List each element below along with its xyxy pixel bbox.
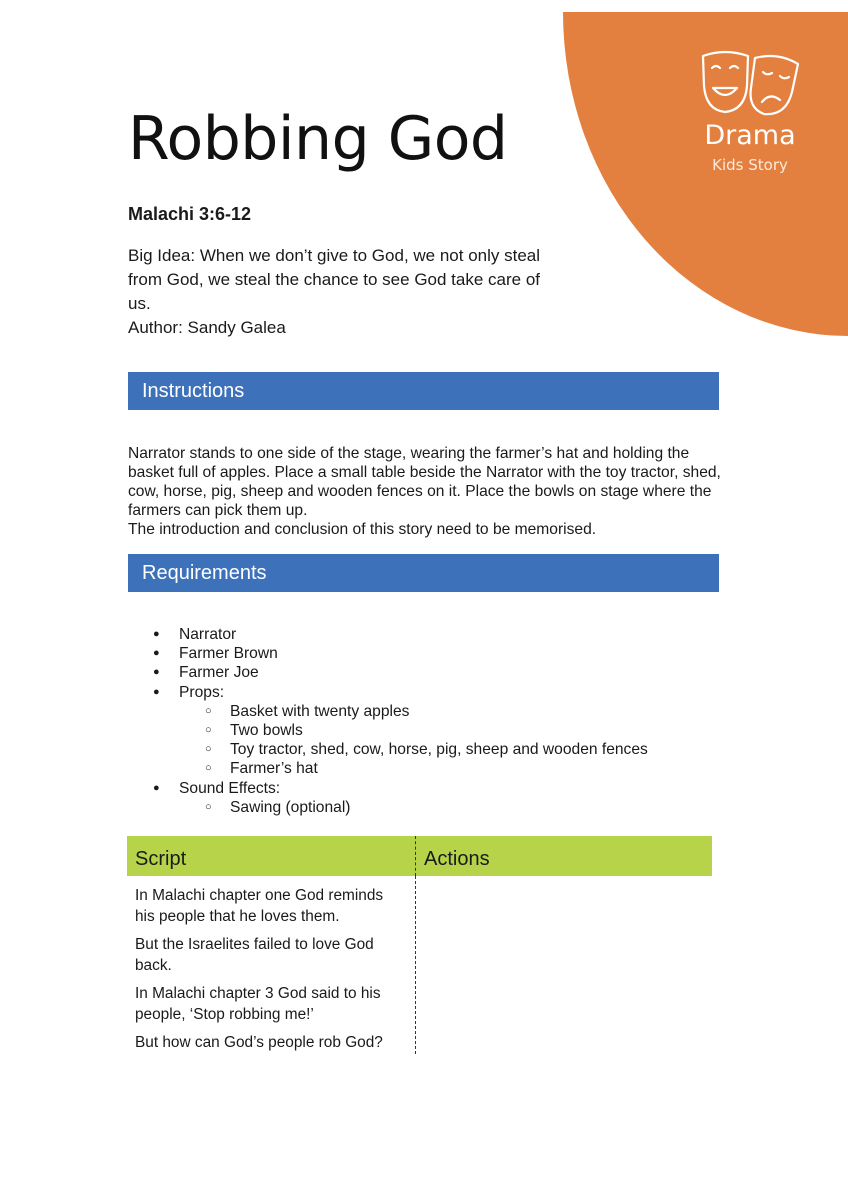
author: Author: Sandy Galea xyxy=(128,318,286,337)
instructions-paragraph: The introduction and conclusion of this story need to be memorised. xyxy=(128,521,597,538)
subcategory-label: Kids Story xyxy=(712,156,788,174)
script-column-header: Script xyxy=(127,836,416,876)
list-item: ○ Farmer’s hat xyxy=(179,759,648,778)
table-header xyxy=(127,836,712,876)
theatre-masks-icon xyxy=(700,48,800,120)
requirements-heading: Requirements xyxy=(128,554,719,592)
list-item-label: Farmer Joe xyxy=(179,664,259,682)
actions-column-header: Actions xyxy=(424,848,490,870)
list-item-label: Props: xyxy=(179,683,225,701)
list-item-label: Narrator xyxy=(179,626,237,643)
intro-block xyxy=(128,244,558,340)
instructions-heading: Instructions xyxy=(128,372,719,410)
script-line: But the Israelites failed to love God back. xyxy=(135,936,374,974)
script-line: In Malachi chapter one God reminds his people that he loves them. xyxy=(135,887,384,925)
list-item xyxy=(128,779,648,817)
list-item xyxy=(128,683,648,779)
scripture-reference: Malachi 3:6-12 xyxy=(128,204,252,224)
list-item xyxy=(128,644,648,663)
table-row xyxy=(127,876,712,1054)
list-item: ○ Basket with twenty apples xyxy=(179,702,648,721)
script-cell xyxy=(127,876,416,1054)
props-list xyxy=(179,702,648,779)
page-title: Robbing God xyxy=(128,104,508,174)
instructions-text xyxy=(128,444,728,539)
list-item-label: Farmer Brown xyxy=(179,645,278,663)
instructions-paragraph: Narrator stands to one side of the stage, wearing the farmer’s hat and holding the basket full of apples. Place a small table beside the Narrator with the toy tractor, shed, cow, horse, pig, sheep and wooden fences on it. Place the bowls on stage where the farmers can pick them up. xyxy=(128,445,721,519)
script-table xyxy=(127,836,712,1054)
list-item: ○ Two bowls xyxy=(179,721,648,740)
script-line: But how can God’s people rob God? xyxy=(135,1034,383,1051)
big-idea: Big Idea: When we don’t give to God, we not only steal from God, we steal the chance to see God take care of us. xyxy=(128,246,541,313)
sound-effects-list xyxy=(179,798,648,817)
category-label: Drama xyxy=(704,120,796,151)
actions-cell xyxy=(416,876,712,1054)
list-item xyxy=(128,663,648,682)
list-item: ○ Toy tractor, shed, cow, horse, pig, sheep and wooden fences xyxy=(179,740,648,759)
list-item xyxy=(128,625,648,644)
list-item: ○ Sawing (optional) xyxy=(179,798,648,817)
list-item-label: Sound Effects: xyxy=(179,779,281,797)
script-line: In Malachi chapter 3 God said to his people, ‘Stop robbing me!’ xyxy=(135,985,381,1023)
requirements-list xyxy=(128,625,648,817)
